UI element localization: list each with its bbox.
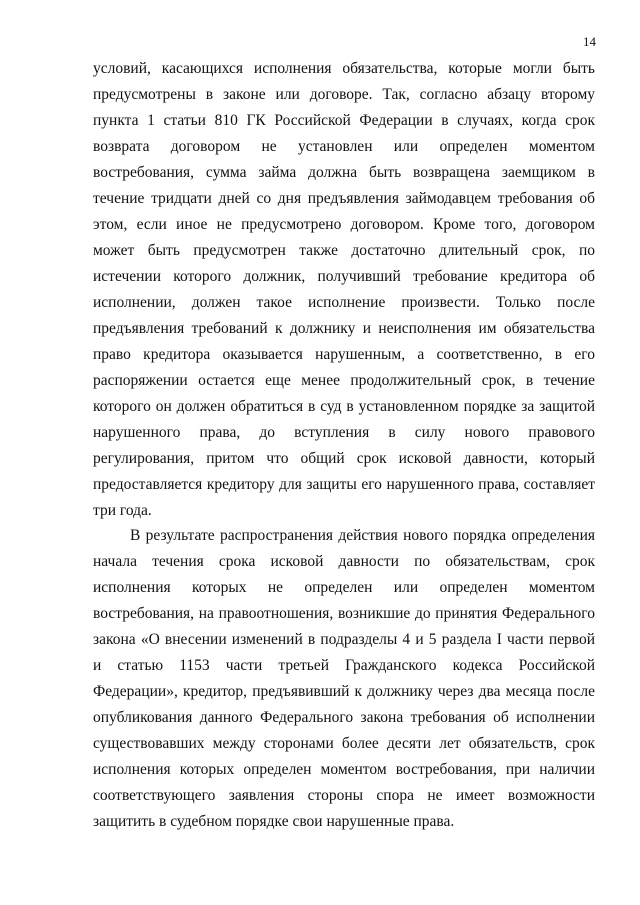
paragraph-line: востребования, на правоотношения, возникшие до принятия Федерального: [93, 605, 595, 622]
paragraph-line: пункта 1 статьи 810 ГК Российской Федерации в случаях, когда срок: [93, 112, 595, 129]
paragraph-line: предусмотрены в законе или договоре. Так, согласно абзацу второму: [93, 86, 595, 103]
paragraph-line: предоставляется кредитору для защиты его нарушенного права, составляет: [93, 476, 595, 493]
paragraph-line: может быть предусмотрен также достаточно длительный срок, по: [93, 242, 595, 259]
paragraph-line: Федерации», кредитор, предъявивший к должнику через два месяца после: [93, 683, 595, 700]
paragraph-line: нарушенного права, до вступления в силу нового правового: [93, 424, 595, 441]
paragraph-line: которого он должен обратиться в суд в установленном порядке за защитой: [93, 398, 595, 415]
paragraph-line: исполнении, должен такое исполнение произвести. Только после: [93, 294, 595, 311]
paragraph-line: истечении которого должник, получивший требование кредитора об: [93, 268, 595, 285]
paragraph-line: условий, касающихся исполнения обязательства, которые могли быть: [93, 60, 595, 77]
paragraph-line: предъявления требований к должнику и неисполнения им обязательства: [93, 320, 595, 337]
paragraph-line: закона «О внесении изменений в подразделы 4 и 5 раздела I части первой: [93, 631, 595, 648]
paragraph-line: распоряжении остается еще менее продолжительный срок, в течение: [93, 372, 595, 389]
paragraph-1: [93, 56, 595, 524]
paragraph-line: существовавших между сторонами более десяти лет обязательств, срок: [93, 735, 595, 752]
paragraph-line: этом, если иное не предусмотрено договором. Кроме того, договором: [93, 216, 595, 233]
paragraph-line: востребования, сумма займа должна быть возвращена заемщиком в: [93, 164, 595, 181]
paragraph-line: опубликования данного Федерального закона требования об исполнении: [93, 709, 595, 726]
paragraph-line: В результате распространения действия нового порядка определения: [130, 527, 595, 544]
paragraph-line: исполнения которых не определен или определен моментом: [93, 579, 595, 596]
paragraph-line: право кредитора оказывается нарушенным, а соответственно, в его: [93, 346, 595, 363]
paragraph-line: и статью 1153 части третьей Гражданского кодекса Российской: [93, 657, 595, 674]
page-number: 14: [583, 34, 596, 49]
paragraph-line: исполнения которых определен моментом востребования, при наличии: [93, 761, 595, 778]
paragraph-line: три года.: [93, 502, 152, 519]
paragraph-line: соответствующего заявления стороны спора не имеет возможности: [93, 787, 595, 804]
paragraph-line: защитить в судебном порядке свои нарушенные права.: [93, 813, 455, 830]
paragraph-line: возврата договором не установлен или определен моментом: [93, 138, 595, 155]
paragraph-line: начала течения срока исковой давности по обязательствам, срок: [93, 553, 595, 570]
paragraph-line: течение тридцати дней со дня предъявления займодавцем требования об: [93, 190, 595, 207]
paragraph-2: [93, 523, 595, 835]
paragraph-line: регулирования, притом что общий срок исковой давности, который: [93, 450, 595, 467]
